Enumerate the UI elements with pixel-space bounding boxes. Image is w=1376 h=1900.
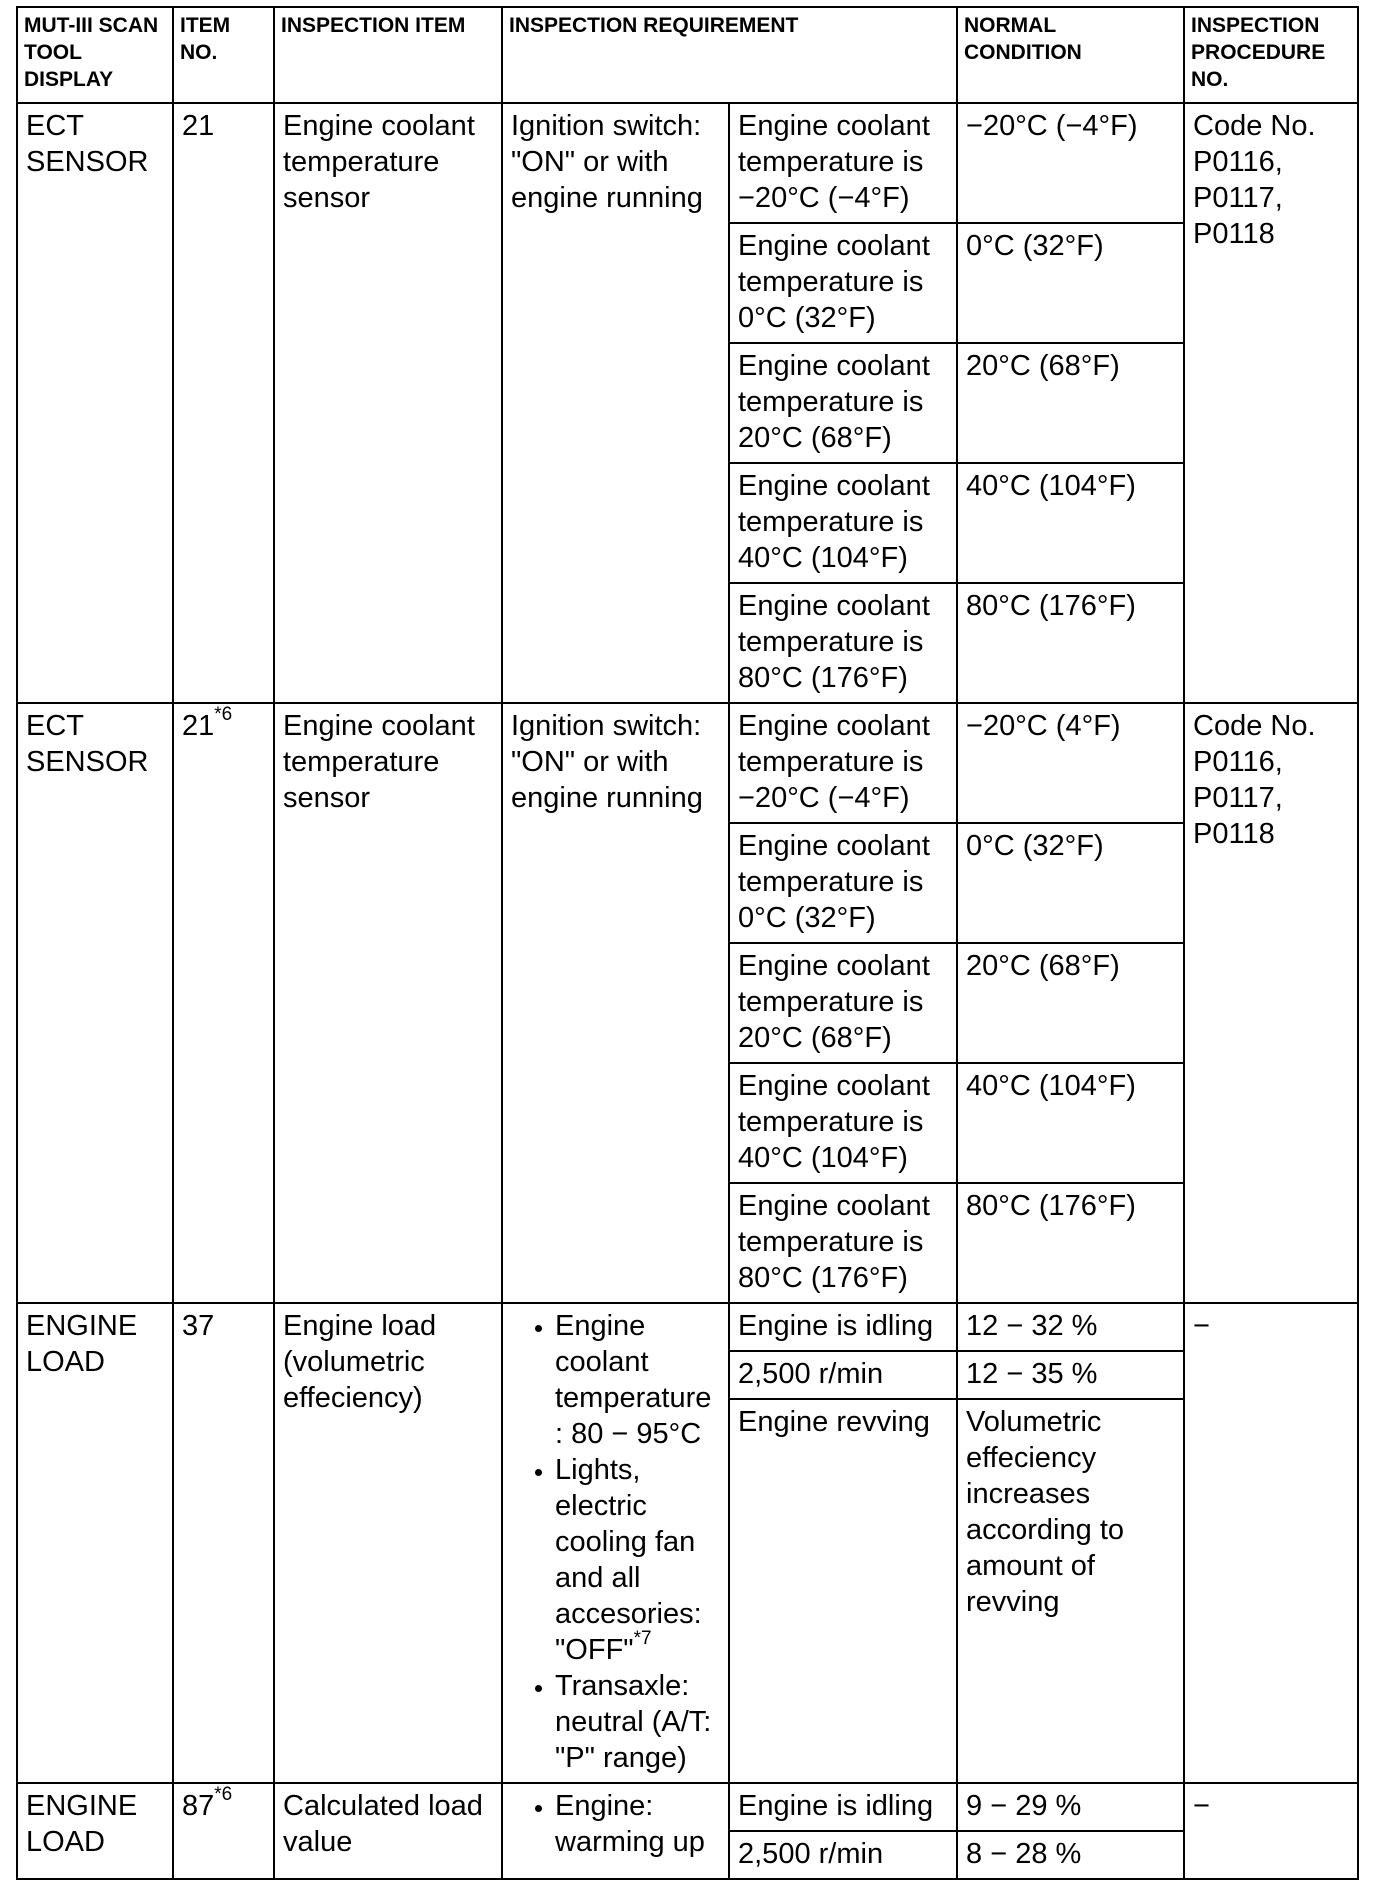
normal-cell: 80°C (176°F) xyxy=(957,583,1184,703)
header-normal-condition: NORMAL CONDITION xyxy=(957,7,1184,103)
condition-cell: Engine coolant temperature is −20°C (−4°F) xyxy=(729,103,957,223)
condition-cell: 2,500 r/min xyxy=(729,1351,957,1399)
footnote-marker: *6 xyxy=(214,1784,233,1806)
inspection-item-cell: Engine coolant temperature sensor xyxy=(274,703,502,1303)
procedure-cell: − xyxy=(1184,1783,1358,1879)
condition-cell: Engine is idling xyxy=(729,1783,957,1831)
normal-cell: 40°C (104°F) xyxy=(957,1063,1184,1183)
procedure-cell: − xyxy=(1184,1303,1358,1783)
normal-cell: 12 − 32 % xyxy=(957,1303,1184,1351)
requirement-list xyxy=(511,1308,720,1776)
list-item: • Engine: warming up xyxy=(555,1788,720,1860)
list-item: • Transaxle: neutral (A/T: "P" range) xyxy=(555,1668,720,1776)
condition-cell: Engine coolant temperature is 0°C (32°F) xyxy=(729,823,957,943)
item-no-text: 87 xyxy=(182,1790,215,1822)
list-item: • Engine coolant temperature : 80 − 95°C xyxy=(555,1308,720,1452)
requirement-cell xyxy=(502,1303,729,1783)
list-item-text: Lights, electric cooling fan and all accesories: "OFF" xyxy=(555,1454,702,1666)
header-inspection-item: INSPECTION ITEM xyxy=(274,7,502,103)
normal-cell: 12 − 35 % xyxy=(957,1351,1184,1399)
item-no-cell xyxy=(173,703,274,1303)
header-row xyxy=(17,7,1358,103)
item-no-cell xyxy=(173,1783,274,1879)
footnote-marker: *7 xyxy=(633,1628,652,1650)
requirement-cell: Ignition switch: "ON" or with engine running xyxy=(502,103,729,703)
header-inspection-requirement: INSPECTION REQUIREMENT xyxy=(502,7,957,103)
footnote-marker: *6 xyxy=(214,704,233,726)
requirement-cell: Ignition switch: "ON" or with engine running xyxy=(502,703,729,1303)
display-cell: ECT SENSOR xyxy=(17,103,173,703)
normal-cell: 20°C (68°F) xyxy=(957,343,1184,463)
inspection-item-cell: Calculated load value xyxy=(274,1783,502,1879)
inspection-item-cell: Engine coolant temperature sensor xyxy=(274,103,502,703)
normal-cell: Volumetric effeciency increases according to amount of revving xyxy=(957,1399,1184,1783)
normal-cell: 8 − 28 % xyxy=(957,1831,1184,1879)
condition-cell: 2,500 r/min xyxy=(729,1831,957,1879)
display-cell: ECT SENSOR xyxy=(17,703,173,1303)
condition-cell: Engine is idling xyxy=(729,1303,957,1351)
condition-cell: Engine coolant temperature is −20°C (−4°F) xyxy=(729,703,957,823)
inspection-item-cell: Engine load (volumetric effeciency) xyxy=(274,1303,502,1783)
item-no-cell: 21 xyxy=(173,103,274,703)
requirement-list xyxy=(511,1788,720,1860)
normal-cell: 80°C (176°F) xyxy=(957,1183,1184,1303)
table-row xyxy=(17,703,1358,823)
header-item-no: ITEM NO. xyxy=(173,7,274,103)
item-no-text: 21 xyxy=(182,710,215,742)
requirement-cell xyxy=(502,1783,729,1879)
normal-cell: −20°C (−4°F) xyxy=(957,103,1184,223)
condition-cell: Engine coolant temperature is 0°C (32°F) xyxy=(729,223,957,343)
normal-cell: 40°C (104°F) xyxy=(957,463,1184,583)
condition-cell: Engine coolant temperature is 80°C (176°F) xyxy=(729,583,957,703)
normal-cell: 0°C (32°F) xyxy=(957,823,1184,943)
item-no-cell: 37 xyxy=(173,1303,274,1783)
condition-cell: Engine coolant temperature is 40°C (104°F) xyxy=(729,1063,957,1183)
table-row xyxy=(17,103,1358,223)
condition-cell: Engine coolant temperature is 80°C (176°F) xyxy=(729,1183,957,1303)
display-cell: ENGINE LOAD xyxy=(17,1303,173,1783)
list-item xyxy=(555,1452,720,1668)
condition-cell: Engine revving xyxy=(729,1399,957,1783)
table-row xyxy=(17,1303,1358,1351)
table-row xyxy=(17,1783,1358,1831)
procedure-cell: Code No. P0116, P0117, P0118 xyxy=(1184,703,1358,1303)
normal-cell: 9 − 29 % xyxy=(957,1783,1184,1831)
procedure-cell: Code No. P0116, P0117, P0118 xyxy=(1184,103,1358,703)
header-procedure-no: INSPECTION PROCEDURE NO. xyxy=(1184,7,1358,103)
normal-cell: 0°C (32°F) xyxy=(957,223,1184,343)
normal-cell: 20°C (68°F) xyxy=(957,943,1184,1063)
header-display: MUT-III SCAN TOOL DISPLAY xyxy=(17,7,173,103)
condition-cell: Engine coolant temperature is 40°C (104°F) xyxy=(729,463,957,583)
condition-cell: Engine coolant temperature is 20°C (68°F) xyxy=(729,343,957,463)
normal-cell: −20°C (4°F) xyxy=(957,703,1184,823)
condition-cell: Engine coolant temperature is 20°C (68°F) xyxy=(729,943,957,1063)
display-cell: ENGINE LOAD xyxy=(17,1783,173,1879)
inspection-table xyxy=(16,6,1359,1880)
